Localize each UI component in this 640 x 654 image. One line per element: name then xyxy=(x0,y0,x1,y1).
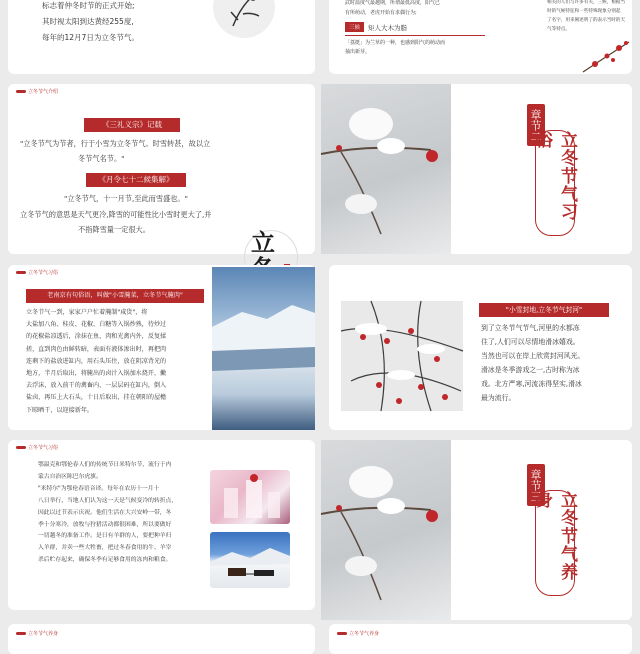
skating-line: 戏。北方严寒,河流冻得坚实,滑冰 xyxy=(481,380,582,388)
festival-line: 入羊群，并卖一些大牲畜，把过冬春食用的牛、羊宰 xyxy=(38,545,172,552)
slide-header: 立冬节气养身 xyxy=(16,630,58,637)
ice-sculpture-photo xyxy=(210,470,290,524)
custom-line: 连剩下的盐放进缸内，用石头压住，放在阴凉背光的 xyxy=(26,357,167,365)
custom-line: 立冬节气一到，家家户户忙着腌制"咸货"，将 xyxy=(26,309,148,316)
slide-header: 立冬节气养身 xyxy=(337,630,379,637)
hou-desc: 抽出新芽。 xyxy=(345,49,371,55)
proverb-banner: 老南京有句俗语，叫做"小雪腌菜，立冬节气腌肉" xyxy=(26,289,204,303)
quote-1: "立冬节气为节者，行于小雪为立冬节气。时雪转甚，故以立 xyxy=(20,139,211,148)
intro-line: 每年的12月7日为立冬节气。 xyxy=(42,33,139,42)
snowy-berries-photo xyxy=(341,301,463,411)
skating-line: 当然也可以在岸上欣赏封河风光。 xyxy=(481,352,585,360)
river-proverb-banner: "小雪封地,立冬节气封河" xyxy=(479,303,609,317)
intro-line: 其时视太阳到达黄经255度, xyxy=(42,17,134,26)
slide-3-left[interactable] xyxy=(8,265,315,430)
custom-line: 的花椒盐凉透后，涂抹在鱼、肉和光禽内外，反复揉 xyxy=(26,333,167,341)
meaning-line: 不指降雪量一定很大。 xyxy=(78,225,150,234)
festival-line: 蒙古自治区陈巴尔虎旗。 xyxy=(38,473,102,480)
slide-1-left[interactable] xyxy=(8,0,315,74)
intro-line: 标志着仲冬时节的正式开始; xyxy=(42,1,135,10)
quote-2: "立冬节气，十一月节,至此而雪盛也。" xyxy=(64,194,188,203)
hou-note: 相关的人们与许多有关，三候，根据当 xyxy=(547,0,626,5)
skating-line: 最为流行。 xyxy=(481,394,516,402)
title-frame xyxy=(532,130,577,236)
slide-3-right[interactable] xyxy=(329,265,632,430)
festival-line: 一切越冬的准备工作。是日有羊群的人，要把种羊归 xyxy=(38,533,172,540)
festival-line: 季十分寒冷，放牧与狩猎活动都很困难，所以要做好 xyxy=(38,521,172,528)
hou-note: 时的气候特征和一些特殊现象分别起 xyxy=(547,9,621,14)
hou-line: 武时温度气最越期，所谓最低高度，阳气已 xyxy=(345,0,441,6)
custom-line: 搓，直到肉色由鲜转暗，表面有液体渗出时，再把肉 xyxy=(26,345,167,353)
custom-line: 去浮沫，放入前干的禽畜内，一层层码在缸内，倒入 xyxy=(26,382,167,390)
custom-line: 下晾晒干，以迎接新年。 xyxy=(26,406,94,414)
custom-line: 地方，半月后取出，将腌出的卤汁入锅加水烧开，撇 xyxy=(26,370,167,378)
custom-line: 盐卤，再压上大石头，十日后取出，挂在朝阳的屋檐 xyxy=(26,394,167,402)
slide-5-left[interactable] xyxy=(8,624,315,654)
meaning-line: 立冬节气的意思是天气更冷,降雪的可能性比小雪时更大了,并 xyxy=(20,210,212,219)
sled-snowfield-photo xyxy=(210,532,290,588)
slide-header: 立冬节气习俗 xyxy=(16,444,58,451)
festival-line: 杀后贮存起来，确保冬季有足够食用的冻肉和粮食。 xyxy=(38,557,172,564)
hou-text: 矩人大木为脂 xyxy=(368,23,408,32)
snow-berry-photo xyxy=(321,84,451,254)
slide-5-right[interactable] xyxy=(329,624,632,654)
title-frame xyxy=(532,490,577,596)
hou-underline xyxy=(345,35,485,36)
skating-line: 到了立冬节气节气,河里的水都冻 xyxy=(481,324,580,332)
chapter-badge-3: 章节三 xyxy=(527,464,545,506)
hou-badge: 三候 xyxy=(345,22,364,32)
festival-line: 鄂温克和鄂伦春人们的传统节日米特尔节，流行于内 xyxy=(38,462,172,468)
slide-header: 立冬节气介绍 xyxy=(16,88,58,95)
plum-branch-icon xyxy=(581,34,631,74)
slide-header: 立冬节气习俗 xyxy=(16,269,58,276)
vertical-title: 立冬节气养身 xyxy=(532,491,577,581)
book-title-1: 《三礼义宗》记载 xyxy=(84,118,180,132)
slide-1-right[interactable] xyxy=(329,0,632,74)
hou-note: 了名字，用来阐述明了的表示当时的天 xyxy=(547,18,626,23)
frozen-lake-photo xyxy=(212,267,315,430)
custom-line: 大盐加八角、桂皮、花椒、白糖等入锅炒熟，待炒过 xyxy=(26,321,167,329)
slide-4-left[interactable] xyxy=(8,440,315,610)
skating-line: 滑冰是冬季游戏之一,古时称为冰 xyxy=(481,366,580,374)
vertical-title: 立冬节气习俗 xyxy=(532,131,577,221)
calligraphy-lidong: 立 xyxy=(251,228,275,257)
quote-1: 冬节气名节。" xyxy=(78,154,125,163)
festival-line: 八日举行，当地人们认为这一天是气候变冷的转折点， xyxy=(38,497,178,504)
ink-plant-circle xyxy=(213,0,275,38)
hou-note: 气等特点。 xyxy=(547,27,570,32)
slide-2-left[interactable] xyxy=(8,84,315,257)
hou-desc: 「荔挺」为兰草的一种，也感到阳气的萌动而 xyxy=(345,40,446,46)
chapter-badge-2: 章节二 xyxy=(527,104,545,146)
hou-line: 有所萌动，老虎开始有求偶行为; xyxy=(345,10,417,16)
slide-2-right[interactable] xyxy=(321,84,632,254)
slide-4-right[interactable] xyxy=(321,440,632,620)
skating-line: 住了,人们可以尽情地滑冰嬉戏。 xyxy=(481,338,580,346)
festival-line: "米特尔"为鄂伦春语音译。每年在农历十一月十 xyxy=(38,485,160,492)
book-title-2: 《月令七十二候集解》 xyxy=(86,173,186,187)
snow-berry-photo xyxy=(321,440,451,620)
festival-line: 因此以过节表示庆祝。他们生活在大兴安岭一带，冬 xyxy=(38,509,172,516)
